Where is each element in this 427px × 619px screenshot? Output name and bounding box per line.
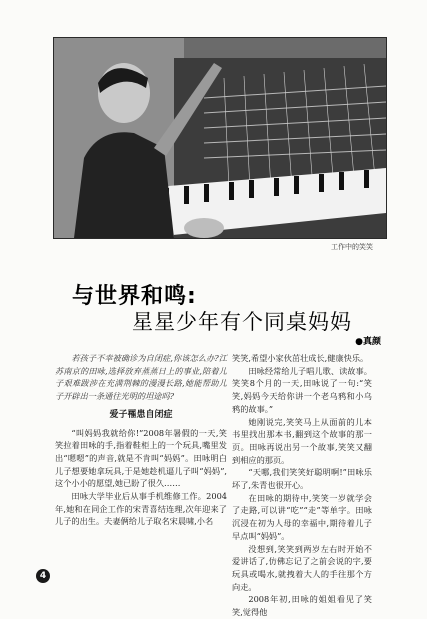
article-subtitle: 星星少年有个同桌妈妈 [132, 310, 352, 334]
paragraph: 2008年初,田咏的姐姐看见了笑笑,觉得他 [232, 594, 372, 618]
photo-caption: 工作中的笑笑 [331, 243, 373, 251]
piano-technician-photo [54, 38, 386, 238]
article-photo [53, 37, 387, 239]
paragraph: 笑笑,希望小家伙茁壮成长,健康快乐。 [232, 353, 369, 363]
paragraph: “天哪,我们笑笑好聪明啊!”田咏乐坏了,朱青也很开心。 [232, 467, 372, 491]
article-author: ●真颜 [355, 337, 381, 347]
paragraph: “叫妈妈我就给你!”2008年暑假的一天,笑笑拉着田咏的手,指着鞋柜上的一个玩具,嘴里发出“嗯嗯”的声音,就是不肯叫“妈妈”。田咏明白儿子想要她拿玩具,于是她趁机逼儿子叫“妈妈”,这个小小的愿望,她已盼了很久…… [55, 427, 227, 489]
paragraph: 她刚说完,笑笑马上从面前的儿本书里找出那本书,翻到这个故事的那一页。田咏再说出另一个故事,笑笑又翻到相应的那页。 [232, 416, 372, 465]
paragraph: 在田咏的期待中,笑笑一岁就学会了走路,可以讲“吃”“走”等单字。田咏沉浸在初为人母的幸福中,期待着儿子早点叫“妈妈”。 [232, 492, 372, 541]
left-column [55, 352, 227, 528]
right-column [232, 352, 372, 619]
article-title: 与世界和鸣: [72, 284, 197, 309]
page-number: 4 [36, 569, 50, 583]
paragraph: 没想到,笑笑到两岁左右时开始不爱讲话了,仿佛忘记了之前会说的字,要玩具或喝水,就拽着大人的手往那个方向走。 [232, 543, 372, 592]
paragraph: 田咏大学毕业后从事手机维修工作。2004年,她和在同企工作的宋青喜结连理,次年迎来了儿子的出生。夫妻俩给儿子取名宋晨啸,小名 [55, 491, 227, 527]
section-heading: 爱子罹患自闭症 [109, 409, 173, 420]
article-intro: 若孩子不幸被确诊为自闭症,你该怎么办?江苏南京的田咏,选择放弃蒸蒸日上的事业,陪着儿子艰难跋涉在充满荆棘的漫漫长路,她能帮助儿子开辟出一条通往光明的坦途吗? [55, 353, 227, 402]
paragraph: 田咏经常给儿子唱儿歌、读故事。笑笑8个月的一天,田咏说了一句:“笑笑,妈妈今天给你讲一个老乌鸦和小乌鸦的故事。” [232, 365, 372, 414]
